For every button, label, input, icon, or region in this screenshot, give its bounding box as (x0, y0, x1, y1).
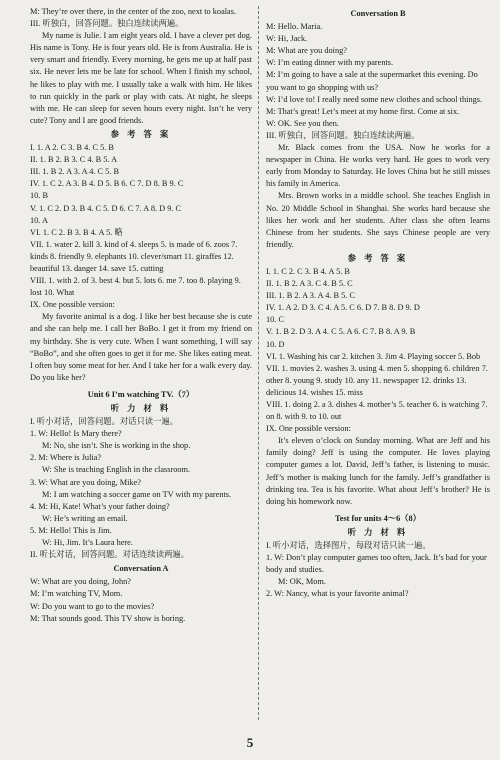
dialogue-line: M: I am watching a soccer game on TV with my parents. (42, 489, 232, 499)
dialogue-line: M: I’m going to have a sale at the supermarket this evening. Do you want to go shopping with us? (266, 70, 478, 92)
dialogue-line: 2. M: Where is Julia? (30, 453, 102, 463)
dialogue-line: M: I’m watching TV, Mom. (30, 589, 123, 599)
dialogue-line: M: That’s great! Let’s meet at my home first. Come at six. (266, 106, 460, 116)
dialogue-line: W: She is teaching English in the classroom. (42, 465, 191, 475)
essay-paragraph: It’s eleven o’clock on Sunday morning. What are Jeff and his family doing? Jeff is using the computer. He loves playing computer games a lot. David, Jeff’s father, is listening to music. Jeff’s mother is making lunch for the family. Jeff’s grandfather is drinking tea. Tea is his favorite. What about Jeff’s brother? He is doing his homework now. (266, 436, 490, 506)
answer-line: II. 1. B 2. A 3. C 4. B 5. C (266, 279, 353, 289)
section-label: I. 听小对话，回答问题。对话只读一遍。 (30, 417, 178, 427)
answer-line: VI. 1. Washing his car 2. kitchen 3. Jim 4. Playing soccer 5. Bob (266, 351, 481, 361)
monologue-paragraph: My name is Julie. I am eight years old. I have a clever pet dog. His name is Tony. He is four years old. He is from Australia. He is very smart and friendly. Every morning, he gets me up at half past six. He never lets me be late for school. When I finish my school, he likes to play with me. I usually take a walk with him. He likes to run quickly in the park or play with cats. At night, he sleeps with me. He can sleep for seven hours every night. Isn’t he very cute? Tony and I are good friends. (30, 31, 252, 125)
dialogue-line: M: No, she isn’t. She is working in the shop. (42, 441, 191, 451)
dialogue-line: W: I’m eating dinner with my parents. (266, 58, 394, 68)
dialogue-line: W: He’s writing an email. (42, 513, 128, 523)
answer-line: III. 1. B 2. A 3. A 4. B 5. C (266, 291, 355, 301)
answer-line: V. 1. C 2. D 3. B 4. C 5. D 6. C 7. A 8. D 9. C (30, 203, 182, 213)
dialogue-line: W: What are you doing, John? (30, 577, 131, 587)
column-divider (258, 6, 259, 720)
answer-line: V. 1. B 2. D 3. A 4. C 5. A 6. C 7. B 8. A 9. B (266, 327, 416, 337)
dialogue-line: W: Hi, Jack. (266, 34, 308, 44)
answer-line: 10. A (30, 215, 48, 225)
answer-line: VIII. 1. doing 2. a 3. dishes 4. mother’s 5. teacher 6. is watching 7. on 8. with 9. to 10. out (266, 400, 488, 422)
section-label: III. 听独白，回答问题。独白连续读两遍。 (30, 19, 184, 29)
dialogue-line: W: OK. See you then. (266, 118, 339, 128)
right-column (266, 6, 490, 601)
answer-line: III. 1. B 2. A 3. A 4. C 5. B (30, 167, 119, 177)
section-label: I. 听小对话，选择图片，每段对话只读一遍。 (266, 541, 431, 551)
essay-paragraph: My favorite animal is a dog. I like her best because she is cute and she can help me. I call her BoBo. I get it from my friend on my birthday. She is very cute. When I want something, I will say “BoBo”, and she often goes to get it for me. She likes eating meat. I often buy some meat for her. And I take her for a walk every day. Do you like her? (30, 312, 252, 382)
page-number: 5 (246, 735, 254, 750)
answer-line: I. 1. C 2. C 3. B 4. A 5. B (266, 266, 350, 276)
answer-line: IV. 1. C 2. A 3. B 4. D 5. B 6. C 7. D 8. B 9. C (30, 179, 184, 189)
dialogue-line: M: What are you doing? (266, 46, 347, 56)
left-column (30, 6, 252, 625)
answer-line: IV. 1. A 2. D 3. C 4. A 5. C 6. D 7. B 8. D 9. D (266, 303, 420, 313)
answer-line: VII. 1. water 2. kill 3. kind of 4. sleeps 5. is made of 6. zoos 7. kinds 8. friendly 9. elephants 10. clever/smart 11. giraffes 12. beautiful 13. danger 14. save 15. cutting (30, 239, 238, 273)
dialogue-line: 4. M: Hi, Kate! What’s your father doing? (30, 501, 170, 511)
section-label: II. 听长对话，回答问题。对话连续读两遍。 (30, 550, 190, 560)
dialogue-line: W: Hi, Jim. It’s Laura here. (42, 538, 133, 548)
answers-heading: 参 考 答 案 (347, 253, 409, 263)
answer-line: VIII. 1. with 2. of 3. best 4. but 5. lots 6. me 7. too 8. playing 9. lost 10. What (30, 276, 241, 298)
test-title: Test for units 4～6（8） (335, 513, 421, 523)
conversation-title: Conversation A (113, 564, 169, 574)
answer-line: 10. C (266, 315, 284, 325)
dialogue-line: 1. W: Hello! Is Mary there? (30, 429, 122, 439)
answer-line: VI. 1. C 2. B 3. B 4. A 5. 略 (30, 227, 123, 237)
dialogue-line: M: OK, Mom. (278, 577, 326, 587)
answer-line: IX. One possible version: (266, 424, 351, 434)
answer-line: II. 1. B 2. B 3. C 4. B 5. A (30, 155, 118, 165)
dialogue-line: 1. W: Don’t play computer games too often, Jack. It’s bad for your body and studies. (266, 553, 487, 575)
listening-heading: 听 力 材 料 (347, 527, 409, 537)
section-label: III. 听独白，回答问题。独白连续读两遍。 (266, 130, 420, 140)
dialogue-line: 5. M: Hello! This is Jim. (30, 525, 112, 535)
conversation-title: Conversation B (350, 9, 406, 18)
answer-line: I. 1. A 2. C 3. B 4. C 5. B (30, 143, 114, 153)
answer-line: IX. One possible version: (30, 300, 115, 310)
dialogue-line: 3. W: What are you doing, Mike? (30, 477, 141, 487)
answers-heading: 参 考 答 案 (110, 129, 172, 139)
monologue-paragraph: Mrs. Brown works in a middle school. She teaches English in No. 20 Middle School in Shanghai. She works hard because she likes her work and her students. After class she often learns Chinese from her students. She says Chinese people are very friendly. (266, 191, 490, 249)
dialogue-line: M: Hello. Maria. (266, 22, 323, 32)
answer-line: VII. 1. movies 2. washes 3. using 4. men 5. shopping 6. children 7. other 8. young 9. study 10. any 11. newspaper 12. drinks 13. delicious 14. wishes 15. miss (266, 363, 488, 397)
dialogue-line: M: That sounds good. This TV show is boring. (30, 613, 186, 623)
dialogue-line: W: I’d love to! I really need some new clothes and school things. (266, 94, 483, 104)
listening-heading: 听 力 材 料 (110, 404, 172, 413)
text-line: M: They’re over there, in the center of the zoo, next to koalas. (30, 7, 237, 16)
monologue-paragraph: Mr. Black comes from the USA. Now he works for a newspaper in China. He works very hard. He goes to work very early from Monday to Saturday. He loves China but he still misses his family in America. (266, 143, 490, 189)
answer-line: 10. B (30, 191, 48, 201)
dialogue-line: 2. W: Nancy, what is your favorite animal? (266, 589, 409, 599)
answer-line: 10. D (266, 339, 285, 349)
unit-title: Unit 6 I’m watching TV.（7） (87, 389, 195, 399)
dialogue-line: W: Do you want to go to the movies? (30, 601, 155, 611)
